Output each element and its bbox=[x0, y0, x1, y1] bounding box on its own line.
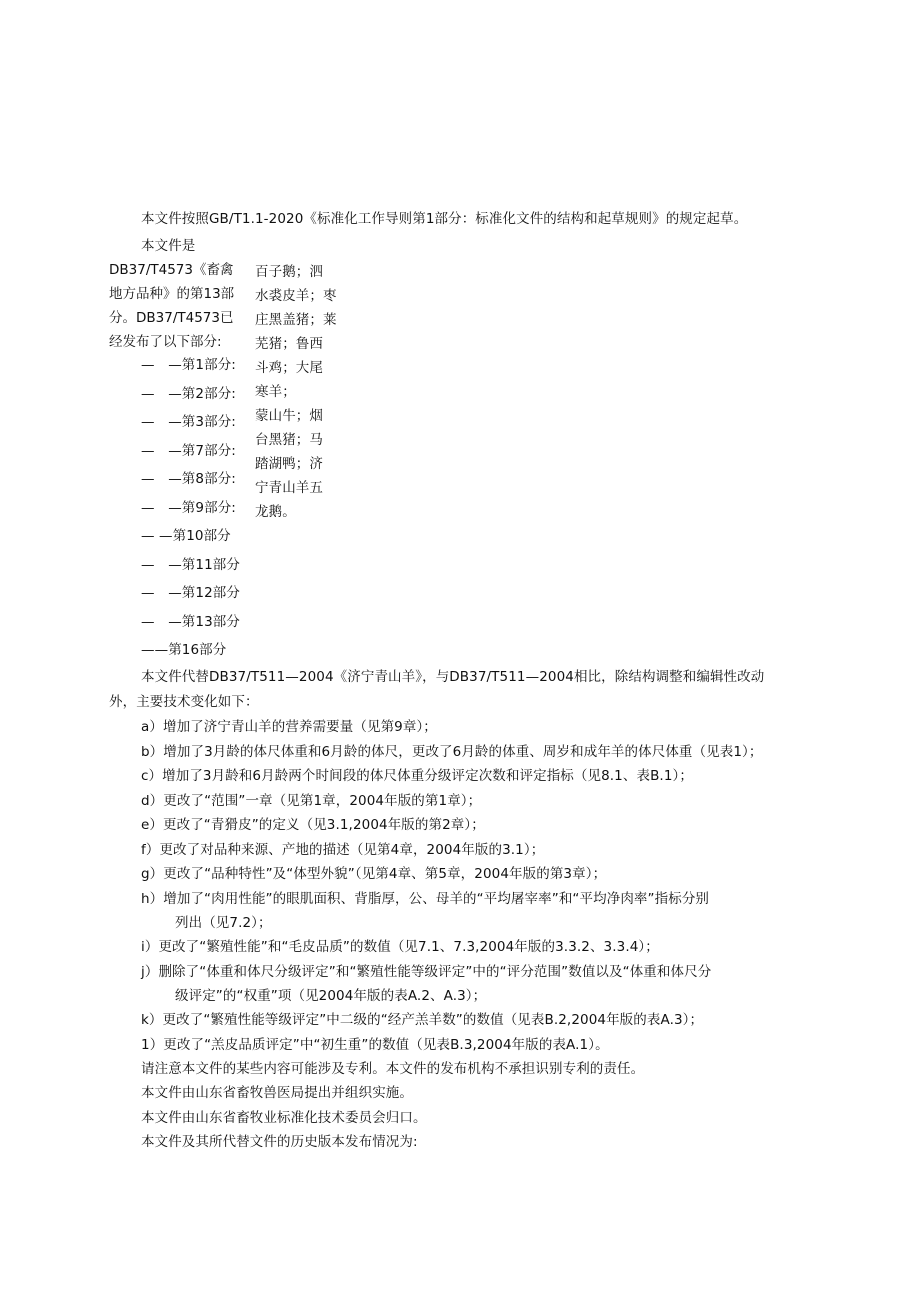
change-item: j）删除了“体重和体尺分级评定”和“繁殖性能等级评定”中的“评分范围”数值以及“体重和体尺分 bbox=[141, 964, 712, 980]
part-name-line: 水裘皮羊；枣 bbox=[255, 288, 337, 304]
part-item: — —第3部分: bbox=[141, 414, 236, 430]
part-item: — —第8部分: bbox=[141, 471, 236, 487]
series-description-line: DB37/T4573《畜禽 bbox=[109, 262, 234, 278]
series-description-line: 地方品种》的第13部 bbox=[109, 286, 235, 302]
part-name-line: 寒羊； bbox=[255, 384, 296, 400]
change-item: g）更改了“品种特性”及“体型外貌”（见第4章、第5章，2004年版的第3章）； bbox=[141, 866, 607, 882]
series-description bbox=[109, 258, 234, 354]
part-name-line: 宁青山羊五 bbox=[255, 480, 323, 496]
part-item: ——第16部分 bbox=[141, 642, 227, 658]
part-item: — —第11部分 bbox=[141, 557, 240, 573]
part-item: — —第9部分: bbox=[141, 500, 236, 516]
change-item-cont: 列出（见7.2）； bbox=[175, 915, 272, 931]
part-item: — —第10部分 bbox=[141, 528, 231, 544]
change-item: b）增加了3月龄的体尺体重和6月龄的体尺，更改了6月龄的体重、周岁和成年羊的体尺体重（见表1）； bbox=[141, 744, 763, 760]
change-item: c）增加了3月龄和6月龄两个时间段的体尺体重分级评定次数和评定指标（见8.1、表B.1）； bbox=[141, 768, 693, 784]
proposer-statement: 本文件由山东省畜牧兽医局提出并组织实施。 bbox=[141, 1085, 413, 1101]
part-name-line: 庄黑盖猪；莱 bbox=[255, 312, 337, 328]
part-item: — —第12部分 bbox=[141, 585, 240, 601]
part-item: — —第1部分: bbox=[141, 357, 236, 373]
change-item: a）增加了济宁青山羊的营养需要量（见第9章）； bbox=[141, 719, 437, 735]
committee-statement: 本文件由山东省畜牧业标准化技术委员会归口。 bbox=[141, 1110, 427, 1126]
history-statement: 本文件及其所代替文件的历史版本发布情况为: bbox=[141, 1134, 418, 1150]
part-name-line: 百子鹅；泗 bbox=[255, 264, 323, 280]
change-item: h）增加了“肉用性能”的眼肌面积、背脂厚，公、母羊的“平均屠宰率”和“平均净肉率”指标分别 bbox=[141, 891, 710, 907]
part-name-line: 台黑猪；马 bbox=[255, 432, 323, 448]
part-name-line: 龙鹅。 bbox=[255, 504, 296, 520]
part-item: — —第7部分: bbox=[141, 443, 236, 459]
part-item: — —第13部分 bbox=[141, 614, 240, 630]
change-item: k）更改了“繁殖性能等级评定”中二级的“经产羔羊数”的数值（见表B.2,2004年版的表A.3）； bbox=[141, 1012, 704, 1028]
series-description-line: 分。DB37/T4573已 bbox=[109, 310, 234, 326]
part-name-line: 踏湖鸭；济 bbox=[255, 456, 323, 472]
intro-paragraph: 本文件按照GB/T1.1-2020《标准化工作导则第1部分：标准化文件的结构和起草规则》的规定起草。 bbox=[141, 211, 748, 227]
change-item: d）更改了“范围”一章（见第1章，2004年版的第1章）； bbox=[141, 793, 482, 809]
part-intro: 本文件是 bbox=[141, 238, 196, 254]
series-description-line: 经发布了以下部分: bbox=[109, 334, 222, 350]
part-item: — —第2部分: bbox=[141, 386, 236, 402]
part-name-line: 斗鸡；大尾 bbox=[255, 360, 323, 376]
change-item: 1）更改了“羔皮品质评定”中“初生重”的数值（见表B.3,2004年版的表A.1）。 bbox=[141, 1037, 609, 1053]
change-item: e）更改了“青猾皮”的定义（见3.1,2004年版的第2章）； bbox=[141, 817, 485, 833]
change-item-cont: 级评定”的“权重”项（见2004年版的表A.2、A.3）； bbox=[175, 988, 487, 1004]
part-name-line: 蒙山牛；烟 bbox=[255, 408, 323, 424]
part-name-line: 芜猪；鲁西 bbox=[255, 336, 323, 352]
change-item: i）更改了“繁殖性能”和“毛皮品质”的数值（见7.1、7.3,2004年版的3.3.2、3.3.4）； bbox=[141, 939, 659, 955]
patent-notice: 请注意本文件的某些内容可能涉及专利。本文件的发布机构不承担识别专利的责任。 bbox=[141, 1061, 645, 1077]
replace-paragraph: 本文件代替DB37/T511—2004《济宁青山羊》，与DB37/T511—2004相比，除结构调整和编辑性改动 bbox=[141, 669, 765, 685]
change-item: f）更改了对品种来源、产地的描述（见第4章，2004年版的3.1）； bbox=[141, 842, 545, 858]
replace-paragraph-cont: 外，主要技术变化如下： bbox=[109, 694, 259, 710]
